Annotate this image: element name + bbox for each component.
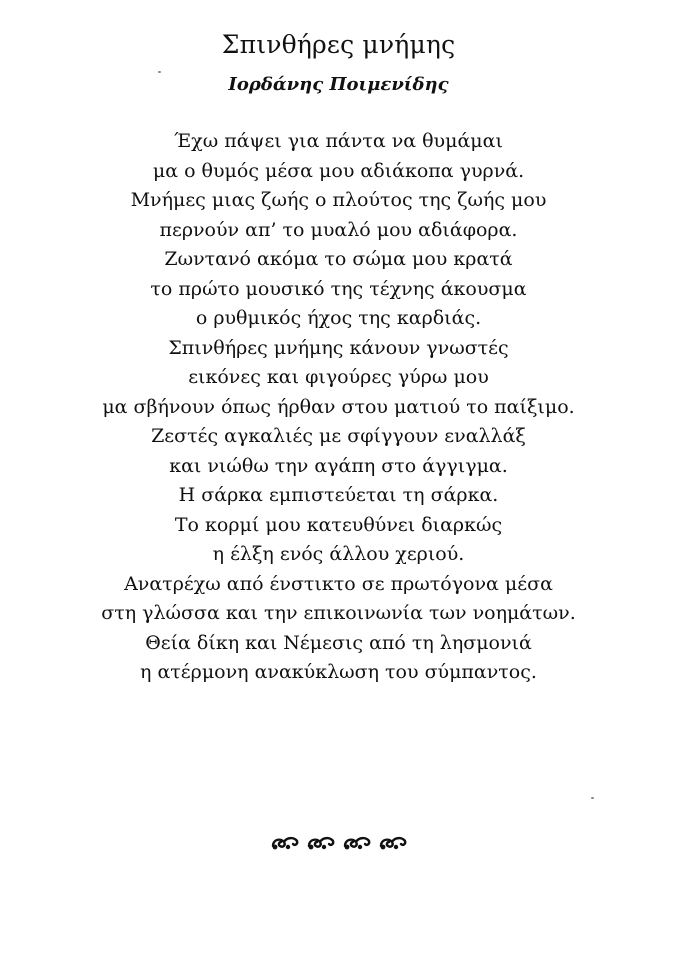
poem-line: Έχω πάψει για πάντα να θυμάμαι (174, 130, 503, 152)
poem-body (0, 127, 677, 688)
poem-line: μα ο θυμός μέσα μου αδιάκοπα γυρνά. (152, 159, 525, 182)
poem-line: Ζεστές αγκαλιές με σφίγγουν εναλλάξ (151, 425, 526, 447)
poem-line: Το κορμί μου κατευθύνει διαρκώς (174, 513, 503, 536)
ornament-divider (0, 833, 677, 853)
poem-line: Θεία δίκη και Νέμεσις από τη λησμονιά (145, 631, 532, 654)
poem-author: Ιορδάνης Ποιμενίδης (228, 74, 449, 95)
fleuron-icon (270, 833, 300, 853)
poem-line: Μνήμες μιας ζωής ο πλούτος της ζωής μου (130, 189, 547, 211)
poem-line: Ζωντανό ακόμα το σώμα μου κρατά (164, 248, 513, 270)
fleuron-icon (378, 833, 408, 853)
poem-line: η ατέρμονη ανακύκλωση του σύμπαντος. (140, 661, 537, 683)
poem-line: και νιώθω την αγάπη στο άγγιγμα. (169, 454, 508, 477)
poem-line: Η σάρκα εμπιστεύεται τη σάρκα. (178, 484, 499, 506)
poem-line: η έλξη ενός άλλου χεριού. (212, 543, 465, 565)
poem-line: ο ρυθμικός ήχος της καρδιάς. (195, 307, 482, 329)
poem-line: περνούν απ’ το μυαλό μου αδιάφορα. (159, 218, 518, 241)
poem-line: Σπινθήρες μνήμης κάνουν γνωστές (168, 336, 509, 359)
fleuron-icon (342, 833, 372, 853)
poem-line: εικόνες και φιγούρες γύρω μου (188, 366, 489, 388)
scan-speck (591, 797, 594, 799)
poem-line: στη γλώσσα και την επικοινωνία των νοημάτων. (101, 602, 576, 624)
poem-line: μα σβήνουν όπως ήρθαν στου ματιού το παίξιμο. (102, 395, 575, 418)
fleuron-icon (306, 833, 336, 853)
poem-line: Ανατρέχω από ένστικτο σε πρωτόγονα μέσα (124, 572, 553, 595)
scan-speck (158, 71, 161, 73)
poem-title: Σπινθήρες μνήμης (221, 30, 456, 59)
poem-line: το πρώτο μουσικό της τέχνης άκουσμα (150, 277, 527, 300)
